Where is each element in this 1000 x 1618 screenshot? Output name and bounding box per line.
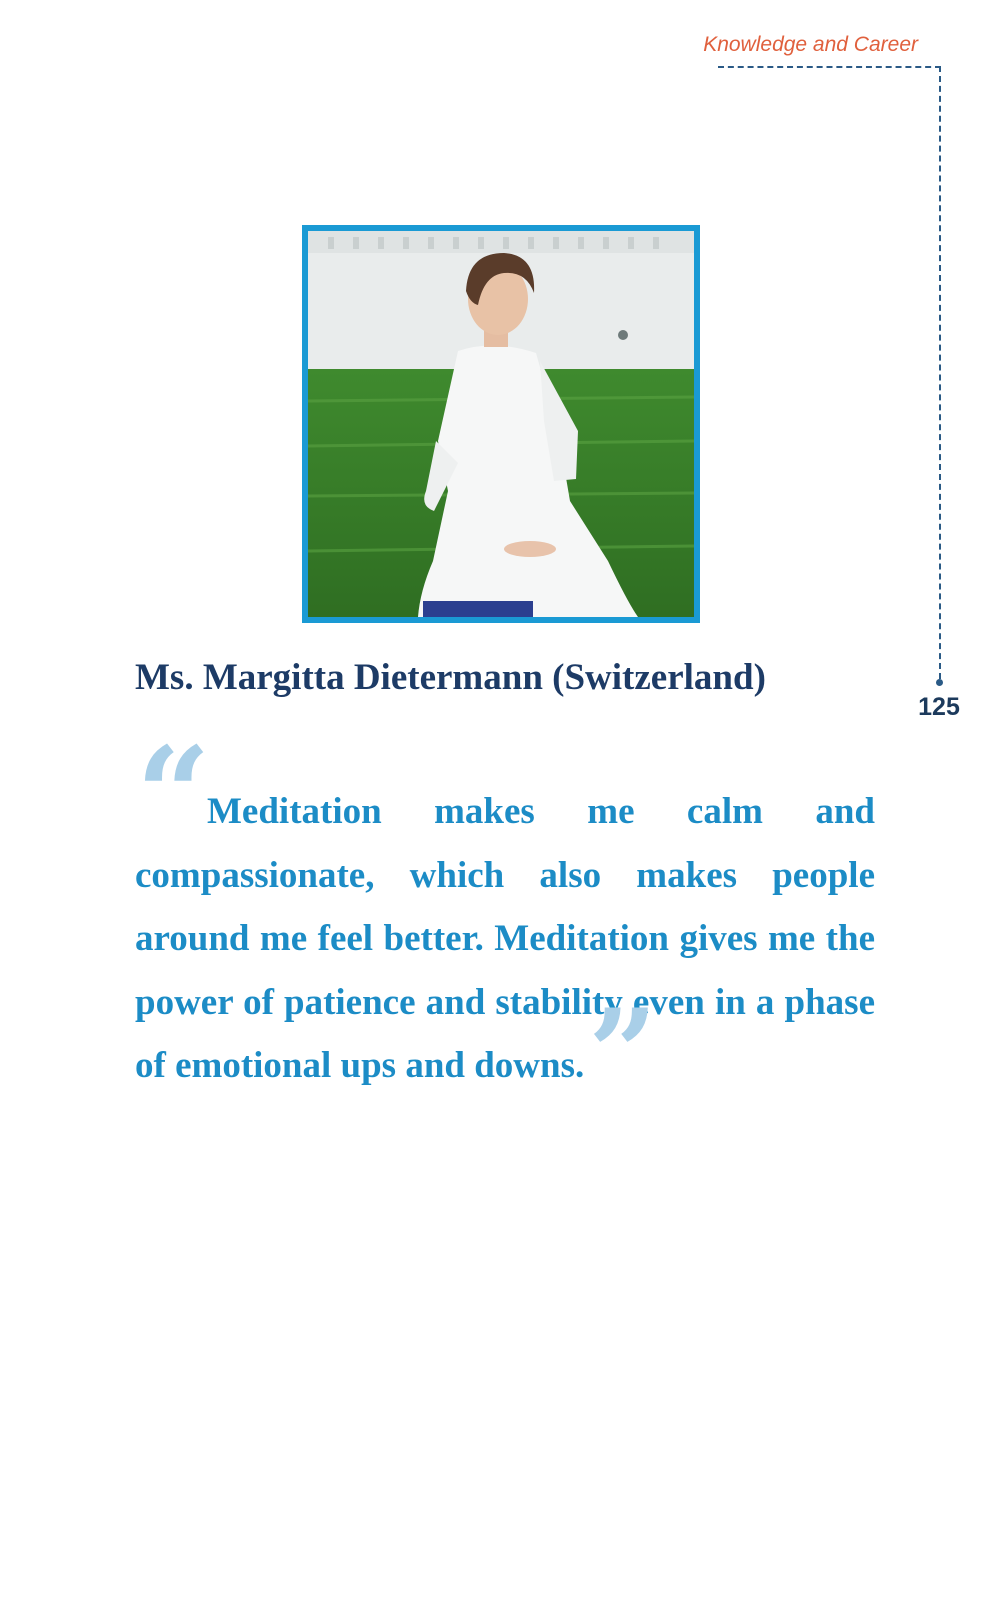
dashed-guide-vertical — [939, 66, 941, 679]
guide-end-dot — [936, 679, 943, 686]
quote-text: Meditation makes me calm and compassionate, which also makes people around me feel better. Meditation gives me the power of patience and stability even in a phase of emotional ups and downs. — [135, 791, 875, 1086]
person-name: Ms. Margitta Dietermann (Switzerland) — [135, 657, 766, 698]
dashed-guide-horizontal — [718, 66, 941, 68]
meditating-woman-image — [308, 231, 694, 617]
open-quote-mark: “ — [136, 718, 211, 871]
page-number: 125 — [918, 693, 960, 721]
testimonial-quote: Meditation makes me calm and compassionate, which also makes people around me feel better. Meditation gives me the power of patience and stability even in a phase of emotional ups and downs.” — [135, 791, 875, 1124]
portrait-photo — [302, 225, 700, 623]
running-title: Knowledge and Career — [703, 33, 918, 56]
